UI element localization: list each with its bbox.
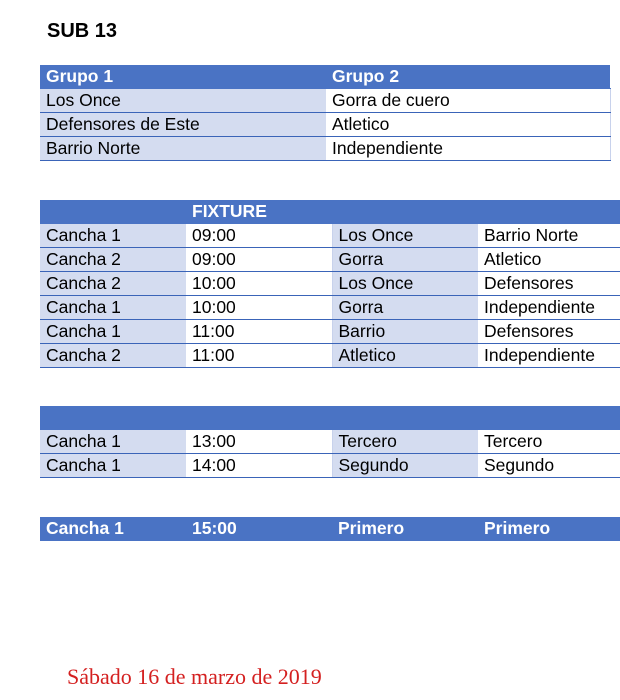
away-team-cell: Atletico [478,248,620,272]
away-team-cell: Defensores [478,320,620,344]
time-cell: 13:00 [186,430,332,454]
table-row [40,344,620,368]
fixture-header-row [40,200,620,224]
groups-table [40,65,611,161]
court-cell: Cancha 2 [40,272,186,296]
time-cell: 11:00 [186,344,332,368]
court-cell: Cancha 1 [40,224,186,248]
table-row [40,272,620,296]
table-row [40,454,620,478]
fixture-table [40,200,620,368]
court-cell: Cancha 1 [40,320,186,344]
group-1-team: Los Once [40,89,326,113]
groups-header-row [40,65,610,89]
table-row [40,137,610,161]
court-cell: Cancha 1 [40,454,186,478]
home-team-cell: Los Once [332,272,478,296]
away-team-cell: Independiente [478,296,620,320]
court-cell: Cancha 1 [40,296,186,320]
court-cell: Cancha 1 [40,430,186,454]
time-cell: 14:00 [186,454,332,478]
time-cell: 09:00 [186,224,332,248]
group-2-header: Grupo 2 [326,65,610,89]
event-date: Sábado 16 de marzo de 2019 [67,664,322,689]
away-team-cell: Primero [478,517,620,541]
final-table [40,517,620,541]
table-row [40,248,620,272]
home-team-cell: Barrio [332,320,478,344]
playoffs-table [40,406,620,478]
table-row [40,224,620,248]
court-cell: Cancha 1 [40,517,186,541]
home-team-cell: Segundo [332,454,478,478]
home-team-cell: Los Once [332,224,478,248]
table-row [40,296,620,320]
group-1-header: Grupo 1 [40,65,326,89]
page-title: SUB 13 [47,20,118,42]
court-cell: Cancha 2 [40,344,186,368]
group-2-team: Independiente [326,137,610,161]
away-team-cell: Independiente [478,344,620,368]
away-team-cell: Tercero [478,430,620,454]
time-cell: 10:00 [186,272,332,296]
group-1-team: Defensores de Este [40,113,326,137]
time-cell: 15:00 [186,517,332,541]
away-team-cell: Segundo [478,454,620,478]
away-team-cell: Defensores [478,272,620,296]
final-row [40,517,620,541]
table-row [40,320,620,344]
table-row [40,430,620,454]
home-team-cell: Gorra [332,248,478,272]
group-1-team: Barrio Norte [40,137,326,161]
home-team-cell: Atletico [332,344,478,368]
playoffs-header-row [40,406,620,430]
table-row [40,89,610,113]
home-team-cell: Tercero [332,430,478,454]
away-team-cell: Barrio Norte [478,224,620,248]
time-cell: 11:00 [186,320,332,344]
time-cell: 09:00 [186,248,332,272]
home-team-cell: Primero [332,517,478,541]
fixture-header: FIXTURE [186,200,332,224]
group-2-team: Gorra de cuero [326,89,610,113]
table-row [40,113,610,137]
time-cell: 10:00 [186,296,332,320]
court-cell: Cancha 2 [40,248,186,272]
home-team-cell: Gorra [332,296,478,320]
group-2-team: Atletico [326,113,610,137]
